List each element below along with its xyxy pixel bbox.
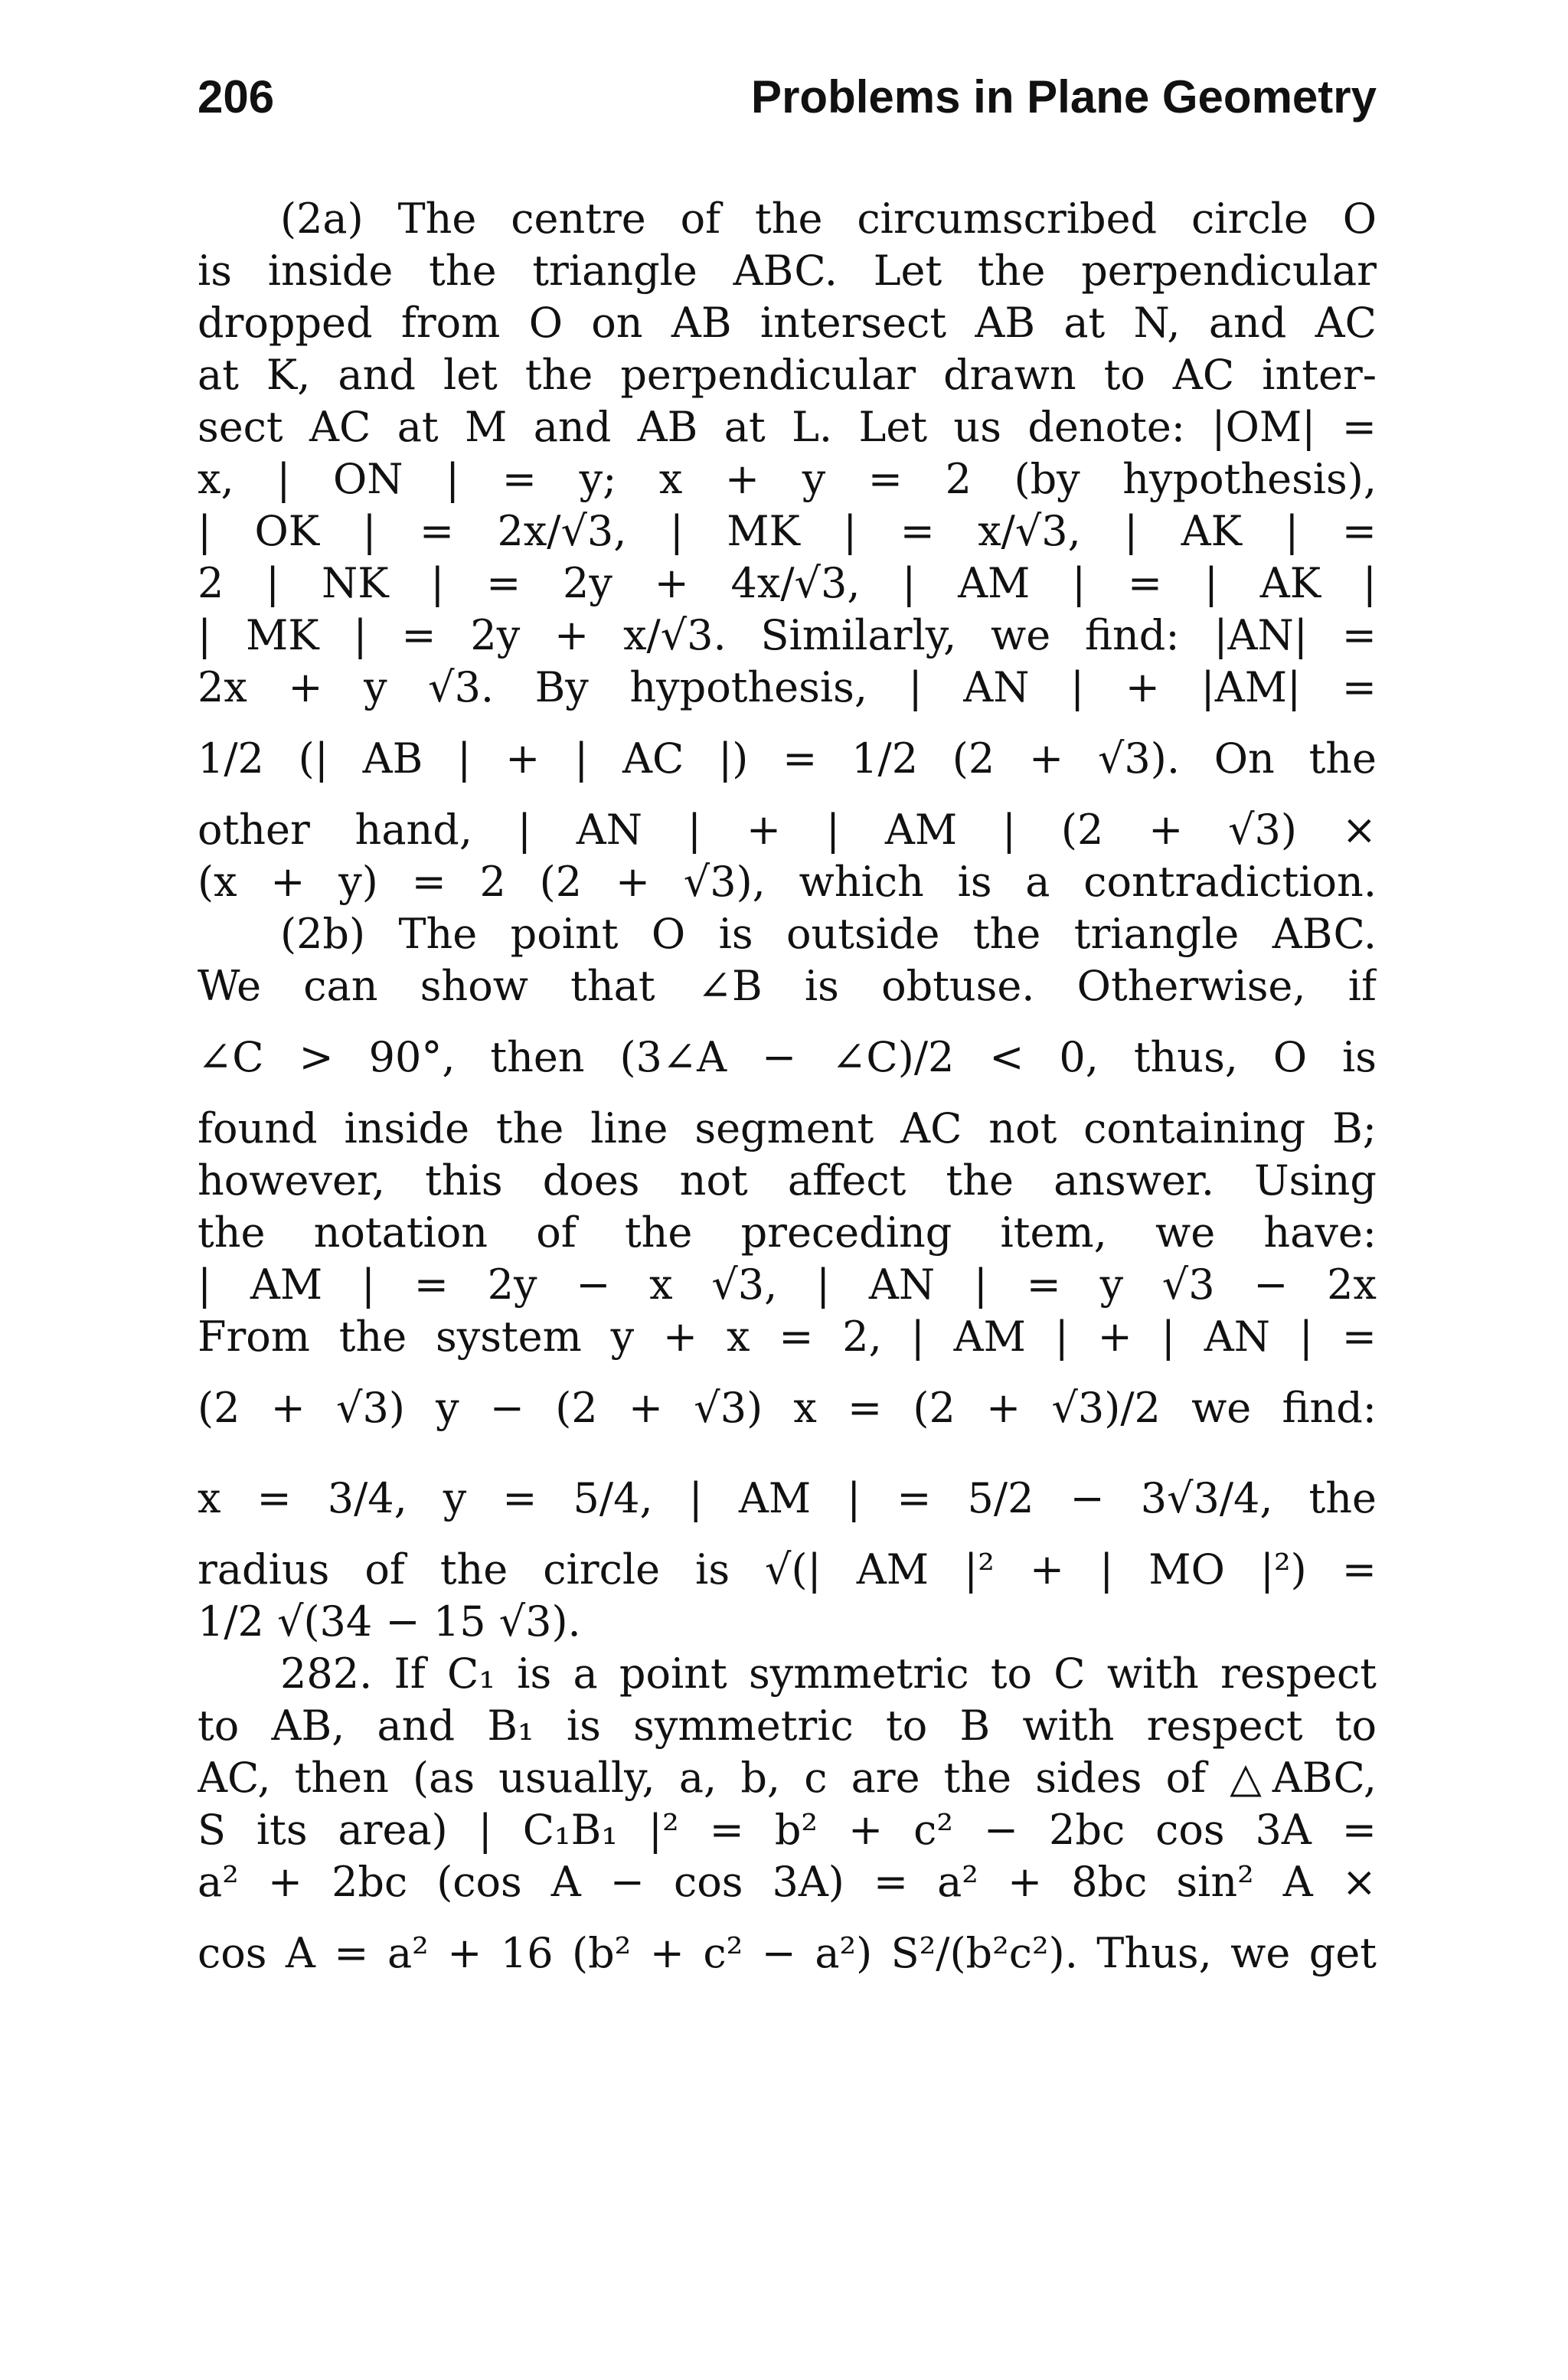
text-line: AC, then (as usually, a, b, c are the sides of △ABC, xyxy=(198,1754,1377,1802)
text-line: (2a) The centre of the circumscribed circle O xyxy=(280,195,1377,243)
text-line: radius of the circle is √(| AM |² + | MO |²) = xyxy=(198,1545,1377,1594)
text-line: sect AC at M and AB at L. Let us denote: |OM| = xyxy=(198,403,1377,451)
text-line: to AB, and B₁ is symmetric to B with respect to xyxy=(198,1702,1377,1750)
text-line: is inside the triangle ABC. Let the perpendicular xyxy=(198,247,1377,295)
text-line: x = 3/4, y = 5/4, | AM | = 5/2 − 3√3/4, the xyxy=(198,1474,1377,1522)
running-title: Problems in Plane Geometry xyxy=(751,71,1377,123)
text-line: at K, and let the perpendicular drawn to AC inter- xyxy=(198,351,1377,399)
text-line: dropped from O on AB intersect AB at N, and AC xyxy=(198,299,1377,347)
text-line: We can show that ∠B is obtuse. Otherwise, if xyxy=(198,962,1377,1010)
text-line: (x + y) = 2 (2 + √3), which is a contradiction. xyxy=(198,858,1377,906)
text-line: From the system y + x = 2, | AM | + | AN | = xyxy=(198,1313,1377,1361)
page-number: 206 xyxy=(198,71,275,123)
text-line: | MK | = 2y + x/√3. Similarly, we find: |AN| = xyxy=(198,611,1377,659)
text-line: 2 | NK | = 2y + 4x/√3, | AM | = | AK | xyxy=(198,559,1377,607)
text-line: ∠C > 90°, then (3∠A − ∠C)/2 < 0, thus, O is xyxy=(198,1033,1377,1081)
text-line: 1/2 √(34 − 15 √3). xyxy=(198,1597,581,1646)
body-text xyxy=(198,193,1377,1999)
text-line: found inside the line segment AC not containing B; xyxy=(198,1104,1377,1152)
text-line: a² + 2bc (cos A − cos 3A) = a² + 8bc sin² A × xyxy=(198,1858,1377,1906)
text-line: x, | ON | = y; x + y = 2 (by hypothesis), xyxy=(198,455,1377,503)
page-header xyxy=(198,70,1377,139)
text-line: other hand, | AN | + | AM | (2 + √3) × xyxy=(198,806,1377,854)
text-line: 282. If C₁ is a point symmetric to C with respect xyxy=(280,1649,1377,1698)
text-line: (2 + √3) y − (2 + √3) x = (2 + √3)/2 we find: xyxy=(198,1384,1377,1432)
text-line: | OK | = 2x/√3, | MK | = x/√3, | AK | = xyxy=(198,507,1377,555)
text-line: (2b) The point O is outside the triangle ABC. xyxy=(280,910,1377,958)
text-line: cos A = a² + 16 (b² + c² − a²) S²/(b²c²). Thus, we get xyxy=(198,1929,1377,1977)
text-line: 1/2 (| AB | + | AC |) = 1/2 (2 + √3). On the xyxy=(198,734,1377,783)
text-line: S its area) | C₁B₁ |² = b² + c² − 2bc cos 3A = xyxy=(198,1806,1377,1854)
text-line: | AM | = 2y − x √3, | AN | = y √3 − 2x xyxy=(198,1260,1377,1309)
text-line: 2x + y √3. By hypothesis, | AN | + |AM| = xyxy=(198,663,1377,711)
text-line: however, this does not affect the answer. Using xyxy=(198,1156,1377,1205)
text-line: the notation of the preceding item, we have: xyxy=(198,1208,1377,1257)
